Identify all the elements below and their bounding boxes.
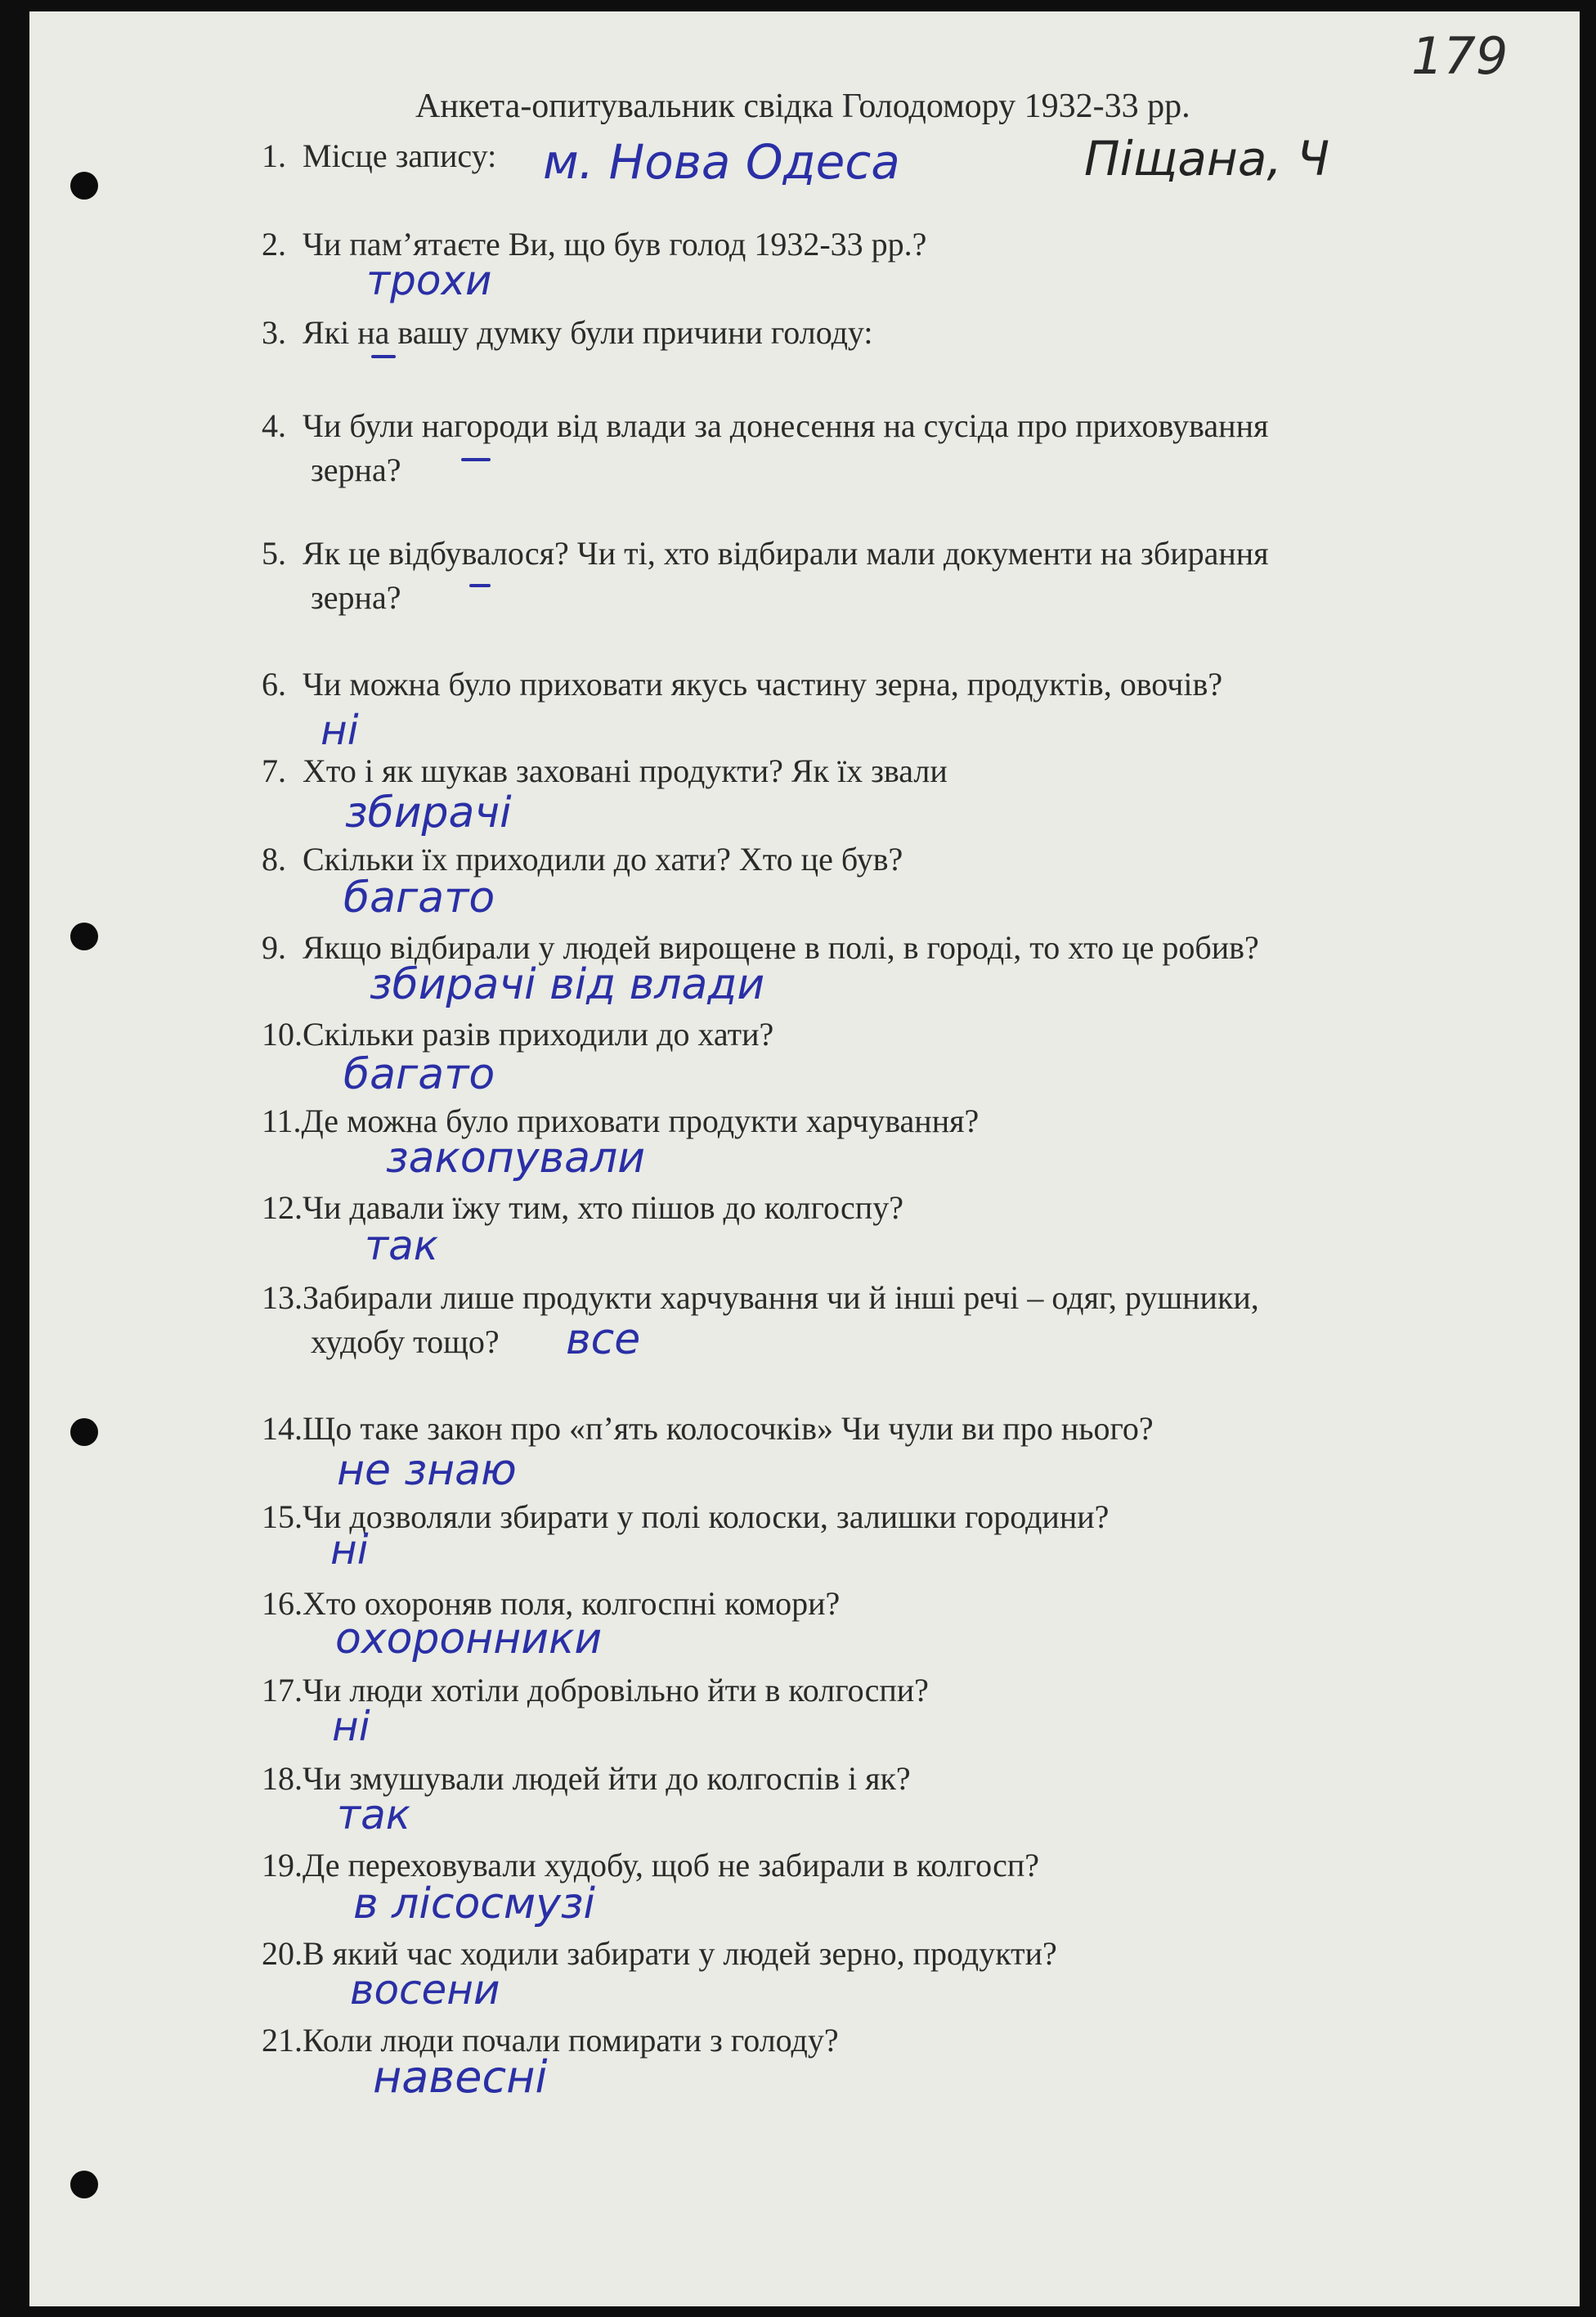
question-17: 17.Чи люди хотіли добровільно йти в колгоспи? xyxy=(262,1672,929,1709)
answer-3-dash xyxy=(371,355,396,358)
answer-13: все xyxy=(566,1315,641,1364)
question-18: 18.Чи змушували людей йти до колгоспів і як? xyxy=(262,1760,911,1797)
question-20: 20.В який час ходили забирати у людей зерно, продукти? xyxy=(262,1935,1057,1972)
answer-4-dash xyxy=(461,458,491,461)
question-9: 9. Якщо відбирали у людей вирощене в полі, в городі, то хто це робив? xyxy=(262,929,1259,966)
answer-15: ні xyxy=(330,1526,369,1574)
answer-1-place: м. Нова Одеса xyxy=(543,134,900,190)
answer-12: так xyxy=(365,1222,438,1269)
question-16: 16.Хто охороняв поля, колгоспні комори? xyxy=(262,1585,841,1622)
question-19: 19.Де переховували худобу, щоб не забирали в колгосп? xyxy=(262,1847,1040,1884)
answer-1-extra: Піщана, Ч xyxy=(1084,131,1329,186)
punch-hole xyxy=(70,923,98,950)
answer-8: багато xyxy=(343,873,495,923)
question-1: 1. Місце запису: xyxy=(262,137,497,174)
question-4: 4. Чи були нагороди від влади за донесення на сусіда про приховування зерна? xyxy=(262,407,1269,488)
question-13: 13.Забирали лише продукти харчування чи й інші речі – одяг, рушники, худобу тощо? xyxy=(262,1279,1259,1360)
answer-19: в лісосмузі xyxy=(353,1879,595,1929)
answer-5-dash xyxy=(469,584,491,587)
question-5: 5. Як це відбувалося? Чи ті, хто відбирали мали документи на збирання зерна? xyxy=(262,535,1269,616)
answer-18: так xyxy=(337,1791,410,1839)
answer-21: навесні xyxy=(373,2051,548,2103)
answer-14: не знаю xyxy=(337,1446,517,1495)
question-10: 10.Скільки разів приходили до хати? xyxy=(262,1016,774,1053)
question-21: 21.Коли люди почали помирати з голоду? xyxy=(262,2022,839,2059)
punch-hole xyxy=(70,2171,98,2198)
question-12: 12.Чи давали їжу тим, хто пішов до колгоспу? xyxy=(262,1189,903,1226)
answer-17: ні xyxy=(332,1703,370,1750)
question-14: 14.Що таке закон про «п’ять колосочків» Чи чули ви про нього? xyxy=(262,1410,1154,1447)
question-11: 11.Де можна було приховати продукти харчування? xyxy=(262,1102,980,1139)
answer-7: збирачі xyxy=(345,788,512,837)
answer-2: трохи xyxy=(366,257,492,304)
answer-11: закопували xyxy=(386,1134,646,1183)
answer-6: ні xyxy=(321,707,359,754)
question-6: 6. Чи можна було приховати якусь частину зерна, продуктів, овочів? xyxy=(262,666,1223,703)
punch-hole xyxy=(70,172,98,200)
question-3: 3. Які на вашу думку були причини голоду: xyxy=(262,314,873,351)
question-7: 7. Хто і як шукав заховані продукти? Як їх звали xyxy=(262,752,948,789)
answer-10: багато xyxy=(343,1050,495,1099)
question-8: 8. Скільки їх приходили до хати? Хто це був? xyxy=(262,841,903,878)
punch-hole xyxy=(70,1418,98,1446)
questionnaire-page xyxy=(29,11,1580,2306)
answer-16: охоронники xyxy=(335,1614,603,1664)
answer-20: восени xyxy=(350,1966,500,2014)
page-number: 179 xyxy=(1411,26,1509,86)
answer-9: збирачі від влади xyxy=(370,960,765,1009)
question-15: 15.Чи дозволяли збирати у полі колоски, залишки городини? xyxy=(262,1498,1110,1535)
page-title: Анкета-опитувальник свідка Голодомору 1932-33 рр. xyxy=(415,88,1190,125)
question-2: 2. Чи пам’ятаєте Ви, що був голод 1932-33 рр.? xyxy=(262,226,927,263)
